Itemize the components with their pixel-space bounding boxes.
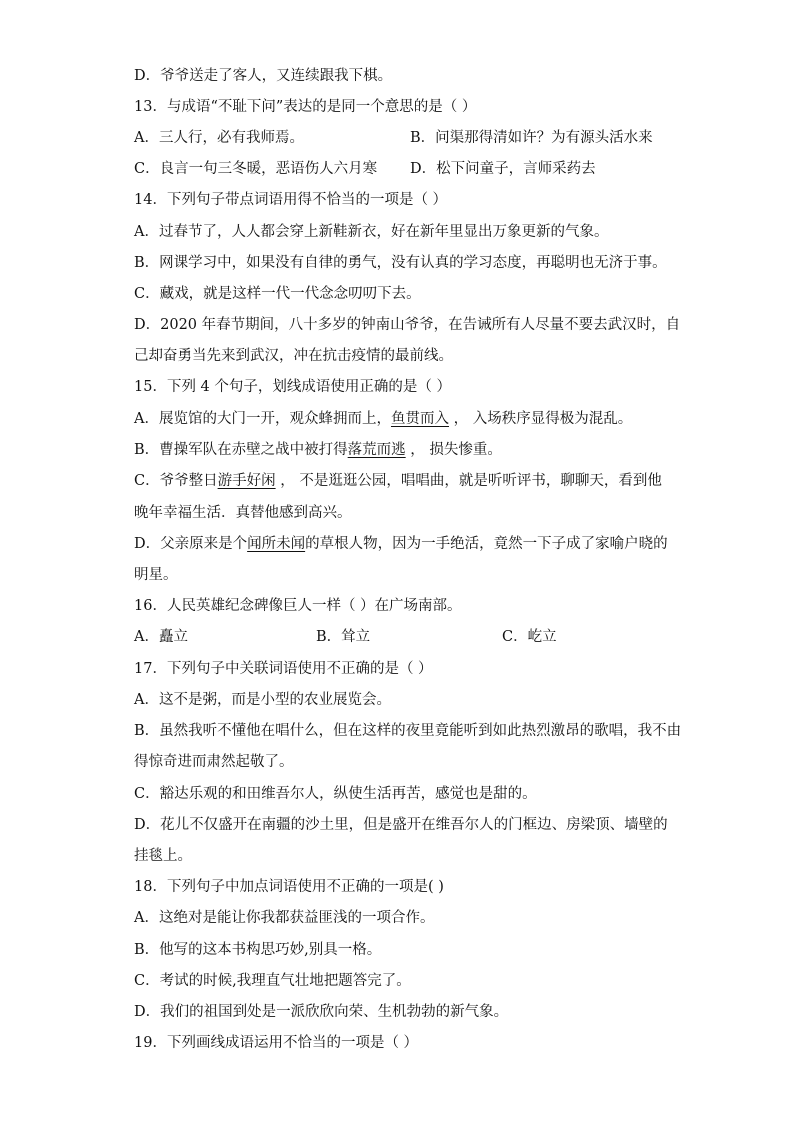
option-15-c-underlined: 游手好闲 bbox=[217, 473, 276, 489]
option-14-d-line1: D．2020 年春节期间，八十多岁的钟南山爷爷，在告诫所有人尽量不要去武汉时，自 bbox=[134, 317, 681, 333]
option-15-a-rest: ， 入场秩序显得极为混乱。 bbox=[448, 411, 633, 427]
option-16-b: B．耸立 bbox=[316, 629, 371, 645]
option-16-c: C．屹立 bbox=[502, 629, 557, 645]
option-17-c: C．豁达乐观的和田维吾尔人，纵使生活再苦，感觉也是甜的。 bbox=[134, 786, 537, 802]
question-17: 17．下列句子中关联词语使用不正确的是（ ） bbox=[134, 661, 433, 677]
option-18-a: A．这绝对是能让你我都获益匪浅的一项合作。 bbox=[134, 910, 435, 926]
option-15-b-underlined: 落荒而逃 bbox=[347, 442, 406, 458]
option-15-a bbox=[134, 409, 632, 429]
option-17-d-line1: D．花儿不仅盛开在南疆的沙土里，但是盛开在维吾尔人的门框边、房梁顶、墙壁的 bbox=[134, 817, 668, 833]
option-13-d: D．松下问童子，言师采药去 bbox=[410, 161, 596, 177]
question-14: 14．下列句子带点词语用得不恰当的一项是（ ） bbox=[134, 192, 448, 208]
question-19: 19．下列画线成语运用不恰当的一项是（ ） bbox=[134, 1035, 419, 1051]
option-15-c-line2: 晚年幸福生活．真替他感到高兴。 bbox=[134, 505, 352, 521]
question-15: 15．下列 4 个句子，划线成语使用正确的是（ ） bbox=[134, 379, 452, 395]
option-18-c: C．考试的时候,我理直气壮地把题答完了。 bbox=[134, 973, 411, 989]
option-13-b: B．问渠那得清如许？为有源头活水来 bbox=[410, 130, 653, 146]
option-15-d-rest: 的草根人物，因为一手绝活，竟然一下子成了家喻户晓的 bbox=[305, 536, 668, 552]
option-15-c-rest: ， 不是逛逛公园，唱唱曲，就是听听评书，聊聊天，看到他 bbox=[275, 473, 662, 489]
option-15-d-underlined: 闻所未闻 bbox=[247, 536, 306, 552]
option-13-c: C．良言一句三冬暖，恶语伤人六月寒 bbox=[134, 161, 378, 177]
option-18-d: D．我们的祖国到处是一派欣欣向荣、生机勃勃的新气象。 bbox=[134, 1004, 509, 1020]
option-15-a-underlined: 鱼贯而入 bbox=[390, 411, 449, 427]
option-12-d: D．爷爷送走了客人，又连续跟我下棋。 bbox=[134, 68, 393, 84]
option-14-a: A．过春节了，人人都会穿上新鞋新衣，好在新年里显出万象更新的气象。 bbox=[134, 224, 609, 240]
option-17-d-line2: 挂毯上。 bbox=[134, 848, 192, 864]
option-15-b-rest: ， 损失惨重。 bbox=[405, 442, 502, 458]
option-15-c bbox=[134, 471, 662, 491]
option-13-a: A．三人行，必有我师焉。 bbox=[134, 130, 304, 146]
question-18: 18．下列句子中加点词语使用不正确的一项是( ) bbox=[134, 879, 444, 895]
option-17-b-line2: 得惊奇进而肃然起敬了。 bbox=[134, 754, 294, 770]
option-14-d-line2: 己却奋勇当先来到武汉，冲在抗击疫情的最前线。 bbox=[134, 348, 453, 364]
question-16: 16．人民英雄纪念碑像巨人一样（ ）在广场南部。 bbox=[134, 598, 462, 614]
option-16-a: A．矗立 bbox=[134, 629, 188, 645]
option-18-b: B．他写的这本书构思巧妙,别具一格。 bbox=[134, 942, 382, 958]
option-14-c: C．藏戏，就是这样一代一代念念叨叨下去。 bbox=[134, 286, 421, 302]
option-17-b-line1: B．虽然我听不懂他在唱什么，但在这样的夜里竟能听到如此热烈激昂的歌唱，我不由 bbox=[134, 723, 682, 739]
option-17-a: A．这不是粥，而是小型的农业展览会。 bbox=[134, 692, 391, 708]
option-14-b: B．网课学习中，如果没有自律的勇气，没有认真的学习态度，再聪明也无济于事。 bbox=[134, 255, 667, 271]
question-13: 13．与成语“不耻下问”表达的是同一个意思的是（ ） bbox=[134, 99, 477, 115]
option-15-d-text: D．父亲原来是个 bbox=[134, 536, 248, 552]
option-15-b bbox=[134, 440, 502, 460]
option-15-d-line2: 明星。 bbox=[134, 567, 178, 583]
option-15-d bbox=[134, 534, 668, 554]
option-15-c-text: C．爷爷整日 bbox=[134, 473, 218, 489]
option-15-b-text: B．曹操军队在赤壁之战中被打得 bbox=[134, 442, 348, 458]
option-15-a-text: A．展览馆的大门一开，观众蜂拥而上， bbox=[134, 411, 391, 427]
